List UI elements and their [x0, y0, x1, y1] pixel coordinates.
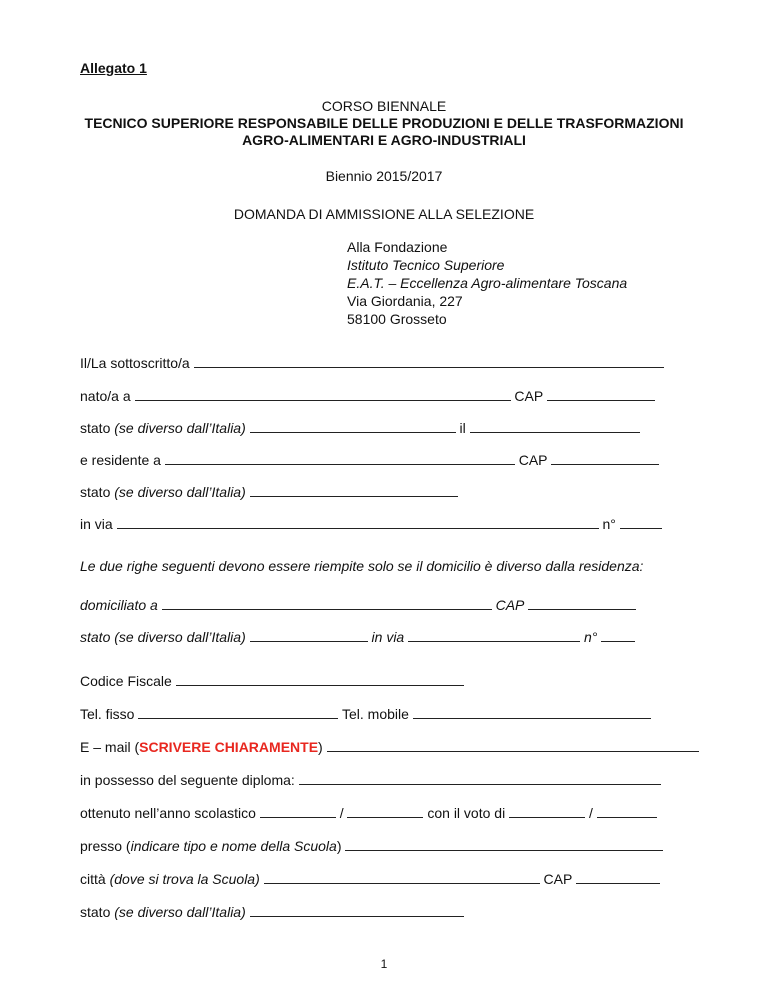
label-sottoscritto: Il/La sottoscritto/a: [80, 355, 190, 371]
field-name[interactable]: [194, 354, 664, 368]
field-birthplace[interactable]: [135, 387, 511, 401]
biennium: Biennio 2015/2017: [325, 168, 443, 184]
row-stato-residenza: [80, 483, 458, 501]
page-number: 1: [380, 957, 388, 971]
label-presso-hint: indicare tipo e nome della Scuola: [130, 838, 337, 854]
label-cap-school: CAP: [543, 871, 573, 887]
field-birth-date[interactable]: [470, 419, 640, 433]
label-il: il: [459, 420, 466, 436]
label-numero: n°: [602, 516, 616, 532]
row-anno: [80, 804, 657, 822]
row-residente: [80, 451, 659, 469]
label-citta-hint: (dove si trova la Scuola): [109, 871, 260, 887]
label-se-diverso: (se diverso dall’Italia): [114, 420, 246, 436]
label-cap: CAP: [514, 388, 543, 404]
row-email: [80, 738, 699, 756]
field-street[interactable]: [117, 515, 599, 529]
course-title-line-1: TECNICO SUPERIORE RESPONSABILE DELLE PRODUZIONI E DELLE TRASFORMAZIONI: [84, 115, 684, 131]
label-tel-mobile: Tel. mobile: [342, 706, 409, 722]
row-stato-domicilio: [80, 628, 635, 646]
label-domiciliato: domiciliato a: [80, 597, 158, 613]
field-codice-fiscale[interactable]: [176, 672, 464, 686]
label-voto: con il voto di: [427, 805, 506, 821]
field-domicile-city[interactable]: [162, 596, 492, 610]
row-sottoscritto: [80, 354, 664, 372]
field-school-city[interactable]: [264, 870, 540, 884]
label-nato: nato/a a: [80, 388, 131, 404]
field-domicile-street[interactable]: [408, 628, 580, 642]
field-school-country[interactable]: [250, 903, 464, 917]
application-heading: DOMANDA DI AMMISSIONE ALLA SELEZIONE: [233, 206, 535, 222]
field-domicile-country[interactable]: [250, 628, 368, 642]
label-email-close: ): [318, 739, 323, 755]
field-tel-fisso[interactable]: [138, 705, 338, 719]
row-codice-fiscale: [80, 672, 464, 690]
row-citta: [80, 870, 660, 888]
label-diploma: in possesso del seguente diploma:: [80, 772, 295, 788]
row-nato: [80, 387, 655, 405]
field-diploma[interactable]: [299, 771, 661, 785]
email-warning: SCRIVERE CHIARAMENTE: [139, 739, 319, 755]
field-domicile-number[interactable]: [601, 628, 635, 642]
slash-voto: /: [588, 805, 593, 821]
field-birth-country[interactable]: [250, 419, 456, 433]
label-cap-res: CAP: [518, 452, 548, 468]
row-telefono: [80, 705, 651, 723]
field-voto-max[interactable]: [597, 804, 657, 818]
label-presso: presso (: [80, 838, 131, 854]
label-tel-fisso: Tel. fisso: [80, 706, 135, 722]
label-citta: città: [80, 871, 106, 887]
label-stato-res: stato: [80, 484, 111, 500]
label-stato-scuola: stato: [80, 904, 111, 920]
label-in-via: in via: [80, 516, 113, 532]
field-anno-a[interactable]: [347, 804, 423, 818]
course-type: CORSO BIENNALE: [321, 98, 447, 114]
row-diploma: [80, 771, 661, 789]
label-presso-close: ): [336, 838, 342, 854]
label-email: E – mail (: [80, 739, 140, 755]
row-stato-scuola: [80, 903, 464, 921]
label-residente: e residente a: [80, 452, 161, 468]
label-codice-fiscale: Codice Fiscale: [80, 673, 172, 689]
row-via: [80, 515, 662, 533]
address-line-5: 58100 Grosseto: [347, 311, 447, 327]
label-numero-dom: n°: [584, 629, 598, 645]
label-stato-dom: stato (se diverso dall’Italia): [80, 629, 246, 645]
slash-anno: /: [339, 805, 344, 821]
address-line-3: [347, 274, 627, 292]
attachment-label: Allegato 1: [80, 60, 147, 76]
label-via-dom: in via: [371, 629, 405, 645]
address-line-2: Istituto Tecnico Superiore: [347, 257, 505, 273]
address-eat: E.A.T. – Eccellenza Agro-alimentare Toscana: [347, 275, 628, 291]
domicile-note: Le due righe seguenti devono essere riempite solo se il domicilio è diverso dalla residenza:: [80, 558, 644, 574]
row-domiciliato: [80, 596, 636, 614]
field-residence-cap[interactable]: [551, 451, 659, 465]
field-residence-country[interactable]: [250, 483, 458, 497]
field-street-number[interactable]: [620, 515, 662, 529]
field-anno-da[interactable]: [260, 804, 336, 818]
field-school[interactable]: [345, 837, 663, 851]
field-birth-cap[interactable]: [547, 387, 655, 401]
field-voto[interactable]: [509, 804, 585, 818]
row-presso: [80, 837, 663, 855]
label-se-diverso-res: (se diverso dall’Italia): [114, 484, 246, 500]
field-tel-mobile[interactable]: [413, 705, 651, 719]
address-line-1: Alla Fondazione: [347, 239, 448, 255]
label-se-diverso-scuola: (se diverso dall’Italia): [114, 904, 246, 920]
field-domicile-cap[interactable]: [528, 596, 636, 610]
field-email[interactable]: [327, 738, 699, 752]
course-title-line-2: AGRO-ALIMENTARI E AGRO-INDUSTRIALI: [242, 132, 526, 148]
field-school-cap[interactable]: [576, 870, 660, 884]
label-stato: stato: [80, 420, 111, 436]
label-anno: ottenuto nell’anno scolastico: [80, 805, 256, 821]
address-line-4: Via Giordania, 227: [347, 293, 463, 309]
field-residence-city[interactable]: [165, 451, 515, 465]
label-cap-dom: CAP: [495, 597, 524, 613]
row-stato-nascita: [80, 419, 640, 437]
